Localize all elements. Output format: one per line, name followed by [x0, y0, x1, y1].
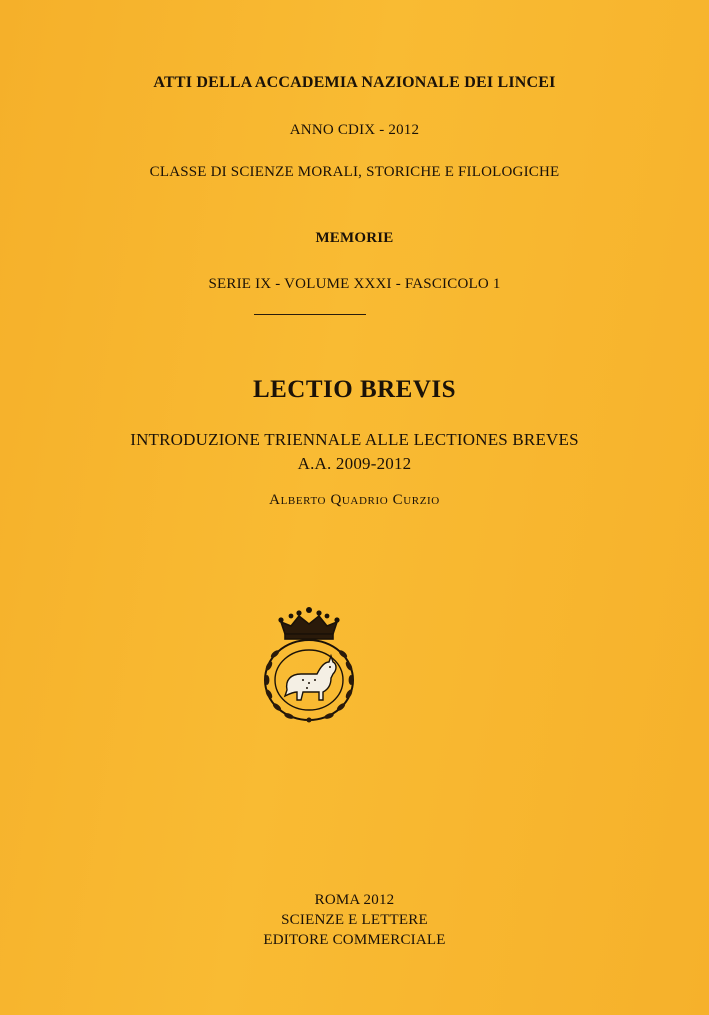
divider-rule [254, 314, 366, 315]
book-title: LECTIO BREVIS [252, 376, 457, 403]
publisher-name: SCIENZE E LETTERE [281, 912, 428, 928]
memorie-heading: MEMORIE [315, 230, 394, 246]
academy-name: ATTI DELLA ACCADEMIA NAZIONALE DEI LINCEI [153, 74, 556, 91]
author-name: Alberto Quadrio Curzio [269, 492, 440, 508]
class-line: CLASSE DI SCIENZE MORALI, STORICHE E FILOLOGICHE [149, 164, 560, 180]
publisher-city-year: ROMA 2012 [314, 892, 395, 908]
lynx-emblem-icon [257, 604, 361, 724]
series-line: SERIE IX - VOLUME XXXI - FASCICOLO 1 [208, 276, 501, 292]
year-line: ANNO CDIX - 2012 [289, 122, 420, 138]
publisher-type: EDITORE COMMERCIALE [263, 932, 446, 948]
subtitle-line-1: INTRODUZIONE TRIENNALE ALLE LECTIONES BREVES [130, 430, 579, 449]
subtitle-line-2: A.A. 2009-2012 [297, 454, 412, 473]
